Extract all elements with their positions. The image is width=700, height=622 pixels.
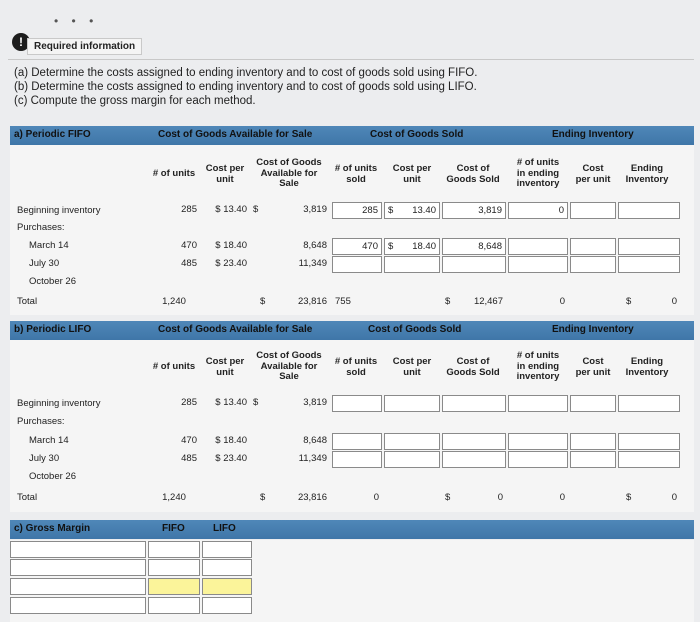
lifo-total-end-inv: $ 0 [626,492,677,503]
lifo-units-sold-col-header: # of units sold [334,356,378,378]
fifo-jul-sold-units[interactable] [332,256,382,273]
fifo-jul-cost: $ 23.40 [215,258,247,269]
lifo-jul-sold-units[interactable] [332,451,382,468]
lifo-total-end-units: 0 [559,492,565,503]
lifo-sold-header: Cost of Goods Sold [368,324,462,335]
fifo-mar-cogs[interactable]: 8,648 [442,238,506,255]
fifo-mar-end-units[interactable] [508,238,568,255]
lifo-units-ending-col-header: # of units in ending inventory [516,350,560,382]
gross-row2-label[interactable] [10,559,146,576]
overflow-dots: • • • [54,14,99,28]
lifo-ending-inventory-col-header: Ending Inventory [625,356,669,378]
lifo-units-col-header: # of units [152,361,196,372]
row-october-26: October 26 [29,276,76,287]
alert-icon: ! [12,33,30,51]
gross-row1-fifo[interactable] [148,541,200,558]
fifo-title: a) Periodic FIFO [14,129,91,140]
fifo-beg-units: 285 [181,204,197,215]
ending-header: Ending Inventory [552,129,634,140]
lifo-beg-sold-cost[interactable] [384,395,440,412]
fifo-beg-avail: $ 3,819 [253,204,327,215]
ending-inventory-col-header: Ending Inventory [625,163,669,185]
lifo-jul-units: 485 [181,453,197,464]
lifo-jul-end-units[interactable] [508,451,568,468]
lifo-row-march-14: March 14 [29,435,69,446]
row-march-14: March 14 [29,240,69,251]
lifo-mar-cogs[interactable] [442,433,506,450]
lifo-mar-end-units[interactable] [508,433,568,450]
gross-row2-fifo[interactable] [148,559,200,576]
lifo-cga-col-header: Cost of Goods Available for Sale [256,350,322,382]
gross-row3-label[interactable] [10,578,146,595]
gross-margin-fifo[interactable] [148,578,200,595]
lifo-mar-sold-units[interactable] [332,433,382,450]
lifo-beg-end-units[interactable] [508,395,568,412]
divider [8,59,694,60]
lifo-total-avail: $ 23,816 [260,492,327,503]
fifo-jul-units: 485 [181,258,197,269]
lifo-row-july-30: July 30 [29,453,60,464]
gross-row1-label[interactable] [10,541,146,558]
fifo-jul-cogs[interactable] [442,256,506,273]
fifo-jul-sold-cost[interactable] [384,256,440,273]
fifo-jul-avail: 11,349 [298,258,327,269]
lifo-mar-avail: 8,648 [303,435,327,446]
fifo-total-end-units: 0 [559,296,565,307]
fifo-jul-end-units[interactable] [508,256,568,273]
gross-row1-lifo[interactable] [202,541,252,558]
fifo-beg-cogs[interactable]: 3,819 [442,202,506,219]
units-col-header: # of units [152,168,196,179]
lifo-jul-sold-cost[interactable] [384,451,440,468]
lifo-jul-end-inv[interactable] [618,451,680,468]
instructions [14,66,477,108]
fifo-beg-end-cost[interactable] [570,202,616,219]
lifo-jul-cost: $ 23.40 [215,453,247,464]
lifo-total-cogs: $ 0 [445,492,503,503]
lifo-beg-sold-units[interactable] [332,395,382,412]
lifo-available-header: Cost of Goods Available for Sale [158,324,313,335]
row-total: Total [17,296,38,307]
gross-row4-fifo[interactable] [148,597,200,614]
lifo-mar-end-inv[interactable] [618,433,680,450]
lifo-header-band [10,321,694,340]
lifo-sold-cost-per-unit-col-header: Cost per unit [392,356,432,378]
fifo-total-sold-units: 755 [335,296,351,307]
lifo-end-cost-per-unit-col-header: Cost per unit [575,356,611,378]
fifo-beg-end-units[interactable]: 0 [508,202,568,219]
lifo-beg-cost: $ 13.40 [215,397,247,408]
lifo-total-units: 1,240 [162,492,186,503]
fifo-mar-avail: 8,648 [303,240,327,251]
fifo-total-units: 1,240 [162,296,186,307]
gross-margin-title: c) Gross Margin [14,523,91,534]
fifo-total-cogs: $ 12,467 [445,296,503,307]
instruction-c: (c) Compute the gross margin for each method. [14,95,256,107]
fifo-mar-sold-cost[interactable]: $ 18.40 [384,238,440,255]
lifo-ending-header: Ending Inventory [552,324,634,335]
lifo-jul-avail: 11,349 [298,453,327,464]
sold-cost-per-unit-col-header: Cost per unit [392,163,432,185]
fifo-total-end-inv: $ 0 [626,296,677,307]
units-ending-col-header: # of units in ending inventory [516,157,560,189]
row-july-30: July 30 [29,258,60,269]
gross-row4-label[interactable] [10,597,146,614]
cogs-col-header: Cost of Goods Sold [446,163,500,185]
sold-header: Cost of Goods Sold [370,129,464,140]
lifo-mar-sold-cost[interactable] [384,433,440,450]
lifo-beg-cogs[interactable] [442,395,506,412]
lifo-row-october-26: October 26 [29,471,76,482]
lifo-row-beginning-inventory: Beginning inventory [17,398,101,409]
units-sold-col-header: # of units sold [334,163,378,185]
lifo-jul-end-cost[interactable] [570,451,616,468]
fifo-jul-end-inv[interactable] [618,256,680,273]
instruction-a: (a) Determine the costs assigned to ending inventory and to cost of goods sold using FIFO. [14,67,478,79]
required-information-tab[interactable]: Required information [27,38,142,55]
lifo-total-sold-units: 0 [373,492,379,503]
lifo-beg-end-cost[interactable] [570,395,616,412]
lifo-cogs-col-header: Cost of Goods Sold [446,356,500,378]
lifo-title: b) Periodic LIFO [14,324,92,335]
lifo-row-total: Total [17,492,38,503]
fifo-mar-sold-units[interactable]: 470 [332,238,382,255]
lifo-beg-end-inv[interactable] [618,395,680,412]
cga-col-header: Cost of Goods Available for Sale [256,157,322,189]
gross-row4-lifo[interactable] [202,597,252,614]
lifo-jul-cogs[interactable] [442,451,506,468]
lifo-mar-end-cost[interactable] [570,433,616,450]
instruction-b: (b) Determine the costs assigned to ending inventory and to cost of goods sold using LIFO. [14,81,477,93]
gross-lifo-header: LIFO [213,523,236,534]
gross-fifo-header: FIFO [162,523,185,534]
fifo-total-avail: $ 23,816 [260,296,327,307]
lifo-beg-units: 285 [181,397,197,408]
end-cost-per-unit-col-header: Cost per unit [575,163,611,185]
gross-margin-lifo[interactable] [202,578,252,595]
fifo-mar-end-cost[interactable] [570,238,616,255]
gross-margin-header-band [10,520,694,539]
fifo-mar-end-inv[interactable] [618,238,680,255]
fifo-beg-cost: $ 13.40 [215,204,247,215]
lifo-cost-per-unit-col-header: Cost per unit [205,356,245,378]
lifo-mar-cost: $ 18.40 [215,435,247,446]
lifo-row-purchases: Purchases: [17,416,65,427]
lifo-beg-avail: $ 3,819 [253,397,327,408]
row-beginning-inventory: Beginning inventory [17,205,101,216]
fifo-jul-end-cost[interactable] [570,256,616,273]
gross-row2-lifo[interactable] [202,559,252,576]
available-header: Cost of Goods Available for Sale [158,129,313,140]
fifo-mar-cost: $ 18.40 [215,240,247,251]
row-purchases: Purchases: [17,222,65,233]
fifo-header-band [10,126,694,145]
fifo-beg-end-inv[interactable] [618,202,680,219]
fifo-beg-sold-units[interactable]: 285 [332,202,382,219]
cost-per-unit-col-header: Cost per unit [205,163,245,185]
lifo-mar-units: 470 [181,435,197,446]
fifo-beg-sold-cost[interactable]: $ 13.40 [384,202,440,219]
fifo-mar-units: 470 [181,240,197,251]
